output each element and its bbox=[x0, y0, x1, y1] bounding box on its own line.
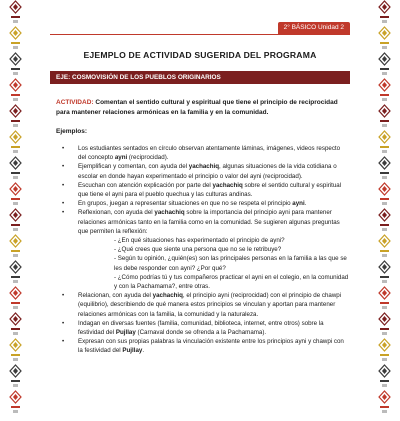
border-motif bbox=[9, 26, 22, 52]
border-motif bbox=[9, 312, 22, 338]
border-motif bbox=[9, 52, 22, 78]
list-item: • Reflexionan, con ayuda del yachachiq sobre la importancia del principio ayni para mantener relaciones armónicas tanto en la familia como en la comunidad. Se sugieren algunas preguntas que permiten la reflexión: bbox=[62, 209, 340, 235]
border-motif bbox=[378, 364, 391, 390]
border-motif bbox=[378, 104, 391, 130]
border-motif bbox=[378, 0, 391, 26]
list-item: • Expresan con sus propias palabras la vinculación existente entre los principios ayni y chawpi con la festividad del Pujllay. bbox=[62, 338, 344, 355]
border-motif bbox=[9, 390, 22, 416]
question-line: - ¿Cómo podrías tú y tus compañeros practicar el ayni en el colegio, en la comunidad y con la Pachamama?, entre otras. bbox=[114, 273, 349, 291]
border-motif bbox=[378, 286, 391, 312]
list-item: • Los estudiantes sentados en círculo observan atentamente láminas, imágenes, videos respecto del concepto ayni (reciprocidad). bbox=[62, 145, 341, 162]
border-motif bbox=[378, 156, 391, 182]
border-motif bbox=[9, 78, 22, 104]
grade-badge: 2° BÁSICO Unidad 2 bbox=[278, 22, 350, 34]
border-motif bbox=[9, 260, 22, 286]
list-item: • Relacionan, con ayuda del yachachiq, el principio ayni (reciprocidad) con el principio de chawpi (equilibrio), describiendo de qué manera estos principios se vinculan y aportan para mantener relaciones armónicas con la familia, la comunidad y la naturaleza. bbox=[62, 292, 342, 318]
border-motif bbox=[378, 26, 391, 52]
border-motif bbox=[9, 234, 22, 260]
border-motif bbox=[9, 0, 22, 26]
border-motif bbox=[378, 52, 391, 78]
question-line: - ¿En qué situaciones has experimentado el principio de ayni? bbox=[114, 237, 285, 245]
examples-heading: Ejemplos: bbox=[56, 128, 88, 135]
list-item: • Ejemplifican y comentan, con ayuda del yachachiq, algunas situaciones de la vida cotidiana o escolar en donde hayan experimentado el principio o valor del ayni (reciprocidad). bbox=[62, 163, 337, 180]
border-motif bbox=[378, 208, 391, 234]
header-divider bbox=[50, 34, 350, 35]
border-motif bbox=[9, 104, 22, 130]
activity-statement bbox=[56, 98, 350, 118]
border-motif bbox=[9, 182, 22, 208]
border-motif bbox=[9, 364, 22, 390]
list-item: • Indagan en diversas fuentes (familia, comunidad, biblioteca, internet, entre otros) sobre la festividad del Pujllay (Carnaval donde se ofrenda a la Pachamama). bbox=[62, 319, 324, 337]
border-motif bbox=[378, 390, 391, 416]
border-motif bbox=[9, 208, 22, 234]
border-motif bbox=[378, 312, 391, 338]
decorative-border-left bbox=[9, 0, 22, 400]
border-motif bbox=[378, 338, 391, 364]
question-line: - ¿Qué crees que siente una persona que no se le retribuye? bbox=[114, 246, 282, 254]
activity-text: Comentan el sentido cultural y espiritual que tiene el principio de reciprocidad para mantener relaciones armónicas en la familia y en la comunidad. bbox=[56, 99, 338, 116]
border-motif bbox=[378, 78, 391, 104]
border-motif bbox=[9, 338, 22, 364]
border-motif bbox=[378, 234, 391, 260]
decorative-border-right bbox=[378, 0, 391, 400]
activity-label: ACTIVIDAD: bbox=[56, 99, 94, 106]
border-motif bbox=[378, 130, 391, 156]
border-motif bbox=[9, 156, 22, 182]
list-item: • En grupos, juegan a representar situaciones en que no se respeta el principio ayni. bbox=[62, 200, 307, 208]
eje-banner bbox=[50, 71, 350, 84]
border-motif bbox=[378, 182, 391, 208]
border-motif bbox=[378, 260, 391, 286]
question-line: - Según tu opinión, ¿quién(es) son las principales personas en la familia a las que se les debe responder con ayni? ¿Por qué? bbox=[114, 255, 347, 272]
list-item: • Escuchan con atención explicación por parte del yachachiq sobre el sentido cultural y espiritual que tiene el ayni para el pueblo quechua y las culturas andinas. bbox=[62, 181, 342, 199]
page-title: EJEMPLO DE ACTIVIDAD SUGERIDA DEL PROGRAMA bbox=[83, 50, 317, 60]
border-motif bbox=[9, 286, 22, 312]
eje-value: COSMOVISIÓN DE LOS PUEBLOS ORIGINARIOS bbox=[72, 74, 221, 81]
border-motif bbox=[9, 130, 22, 156]
examples-list bbox=[56, 144, 350, 356]
eje-label: EJE: bbox=[56, 74, 71, 81]
